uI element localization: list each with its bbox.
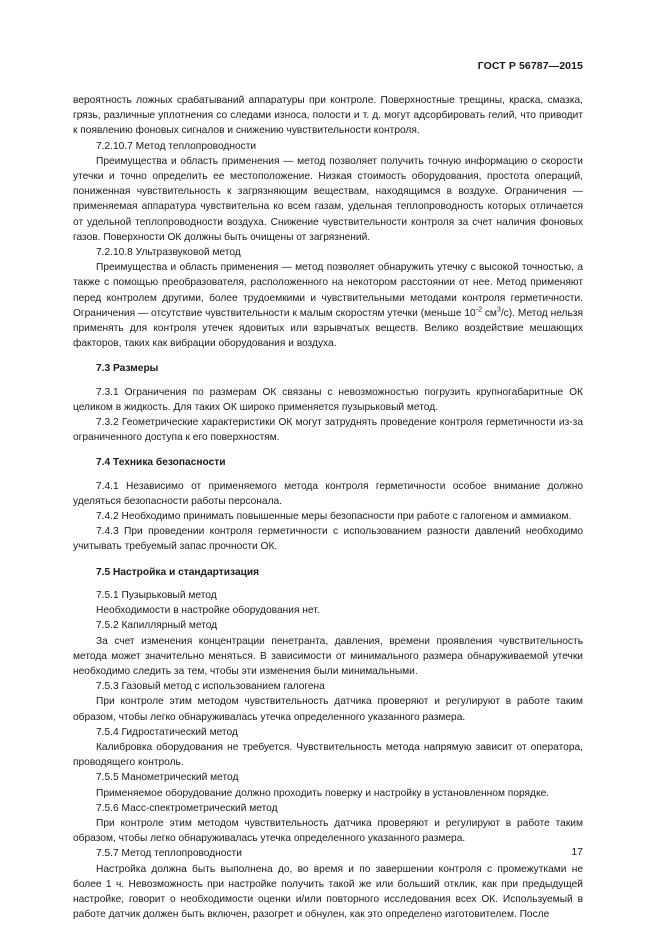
subsection-7-5-5: 7.5.5 Манометрический метод [96,772,239,784]
paragraph-7-3-2: 7.3.2 Геометрические характеристики ОК могут затруднять проведение контроля герметичности из-за ограниченного доступа к его поверхностям. [73,417,583,444]
subsection-7-2-10-8: 7.2.10.8 Ультразвуковой метод [96,247,241,259]
paragraph-7-5-7: Настройка должна быть выполнена до, во время и по завершении контроля с промежутками не более 1 ч. Невозможность при настройке получить такой же или больший отклик, как при предыдущей настройке, говорит о необходимости оценки и/или повторного исследования всех ОК. Используемый в работе датчик должен быть включен, разогрет и обнулен, как это определено изготовителем. После [73,863,583,921]
heading-7-5: 7.5 Настройка и стандартизация [96,566,260,578]
paragraph-7-4-3: 7.4.3 При проведении контроля герметичности с использованием разности давлений необходимо учитывать требуемый запас прочности ОК. [73,526,583,553]
paragraph-7-5-3: При контроле этим методом чувствительность датчика проверяют и регулируют в работе таким образом, чтобы легко обнаруживалась утечка определенного указанного размера. [73,696,583,723]
standard-header: ГОСТ Р 56787—2015 [477,60,583,72]
heading-7-4: 7.4 Техника безопасности [96,457,226,469]
paragraph-7-3-1: 7.3.1 Ограничения по размерам ОК связаны с невозможностью погрузить крупногабаритные ОК целиком в жидкость. Для таких ОК широко применяется пузырьковый метод. [73,386,583,413]
paragraph-thermal-method: Преимущества и область применения — метод позволяет получить точную информацию о скорости утечки и точно определить ее местоположение. Низкая стоимость оборудования, простота операций, пониженная чувствительность к загрязняющим веществам, находящимся в воздухе. Ограничения — применяемая аппаратура чувствительна ко всем газам, удельная теплопроводность которых отличается от удельной теплопроводности воздуха. Снижение чувствительности контроля за счет наличия фоновых газов. Поверхности ОК должны быть очищены от загрязнений. [73,155,583,243]
paragraph-7-4-1: 7.4.1 Независимо от применяемого метода контроля герметичности особое внимание должно уделяться безопасности работы персонала. [73,480,583,507]
paragraph-7-5-4: Калибровка оборудования не требуется. Чувствительность метода напрямую зависит от оператора, проводящего контроль. [73,741,583,769]
subsection-7-5-3: 7.5.3 Газовый метод с использованием галогена [96,681,325,693]
subsection-7-5-2: 7.5.2 Капиллярный метод [96,620,218,632]
heading-7-3: 7.3 Размеры [96,363,159,375]
subsection-7-5-6: 7.5.6 Масс-спектрометрический метод [96,802,278,814]
paragraph-7-5-6: При контроле этим методом чувствительность датчика проверяют и регулируют в работе таким образом, чтобы легко обнаруживалась утечка определенного указанного размера. [73,817,583,845]
paragraph-7-4-2: 7.4.2 Необходимо принимать повышенные меры безопасности при работе с галогеном и аммиаком. [96,511,572,523]
subsection-7-5-4: 7.5.4 Гидростатический метод [96,726,238,738]
subsection-7-5-1: 7.5.1 Пузырьковый метод [96,589,217,601]
paragraph-7-5-1: Необходимости в настройке оборудования нет. [96,605,320,617]
subsection-7-2-10-7: 7.2.10.7 Метод теплопроводности [96,140,257,152]
page-number: 17 [571,846,583,858]
document-body [73,93,583,922]
paragraph-continuation: вероятность ложных срабатываний аппаратуры при контроле. Поверхностные трещины, краска, смазка, грязь, различные уплотнения со следами износа, полости и т. д. могут адсорбировать гелий, что приводит к появлению фоновых сигналов и снижению чувствительности контроля. [73,95,583,137]
subsection-7-5-7: 7.5.7 Метод теплопроводности [96,848,242,860]
paragraph-7-5-5: Применяемое оборудование должно проходить поверку и настройку в установленном порядке. [96,787,550,799]
paragraph-7-5-2: За счет изменения концентрации пенетранта, давления, времени проявления чувствительность метода может значительно меняться. В зависимости от минимального размера обнаруживаемой утечки необходимо следить за тем, чтобы эти изменения были минимальными. [73,635,583,677]
paragraph-ultrasonic-method: Преимущества и область применения — метод позволяет обнаружить утечку с высокой точностью, а также с помощью преобразователя, расположенного на некотором расстоянии от нее. Метод применяют перед контролем другими, более трудоемкими и чувствительными методами контроля герметичности. Ограничения — отсутствие чувствительности к малым скоростям утечки (меньше $10^{-2}$ $см^3/с$). Метод нельзя применять для контроля утечек ядовитых или взрывчатых веществ. Велико воздействие мешающих факторов, таких как вибрации оборудования и воздуха. [73,262,583,350]
